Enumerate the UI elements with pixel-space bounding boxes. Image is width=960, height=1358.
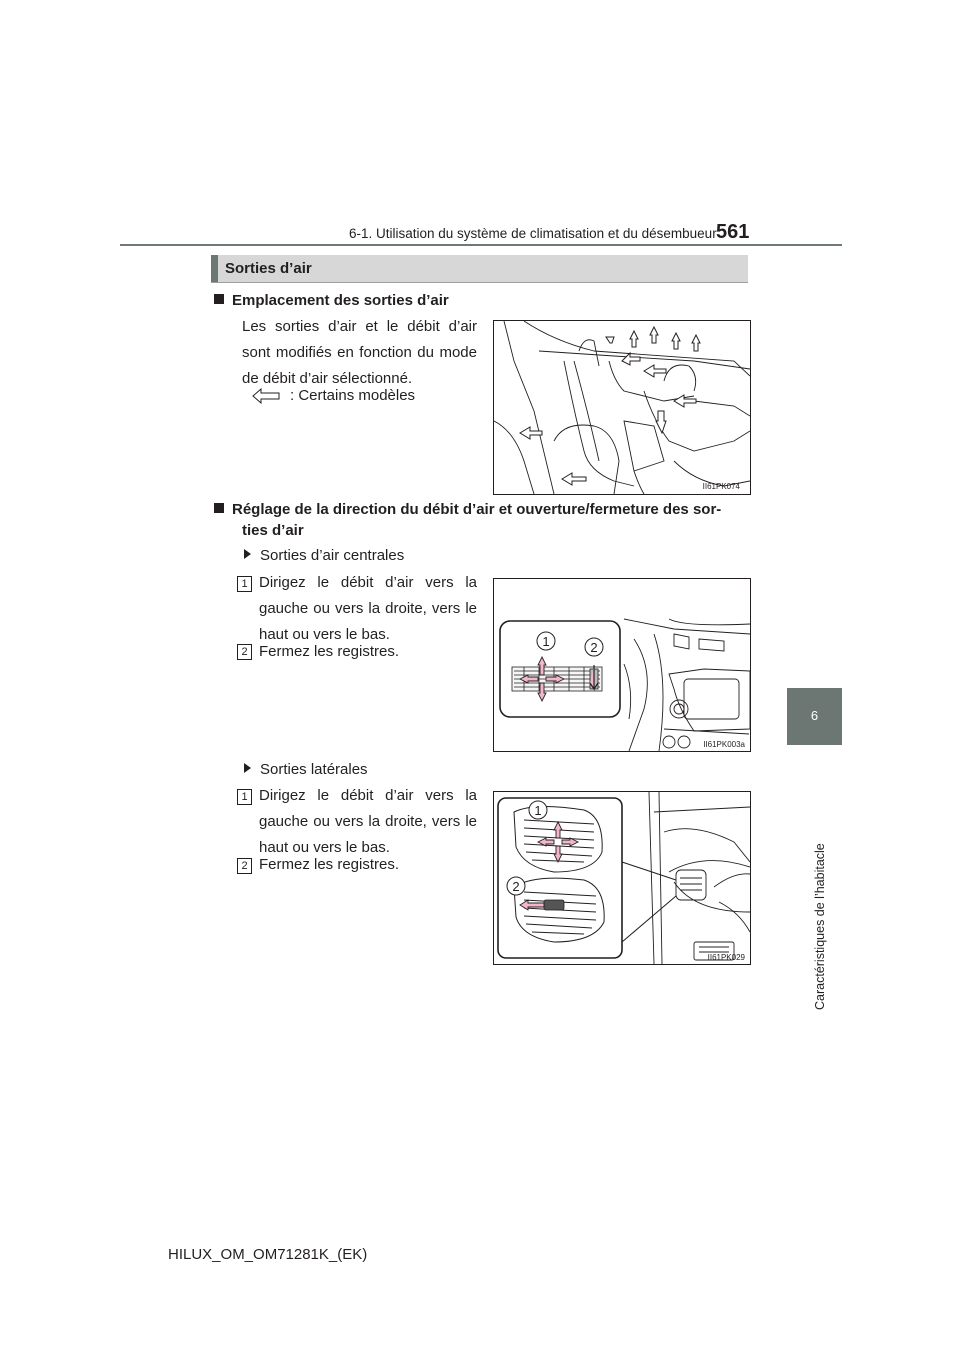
section-header xyxy=(211,255,748,283)
outline-arrow-icon xyxy=(252,388,280,404)
side-outlets-figure xyxy=(493,791,751,965)
side-outlets-label xyxy=(244,757,368,783)
header-divider xyxy=(120,244,842,246)
adjust-heading-line2: ties d’air xyxy=(242,522,304,539)
central-outlets-figure xyxy=(493,578,751,752)
location-paragraph: Les sorties d’air et le débit d’air sont modifiés en fonction du mode de débit d’air sélectionné. xyxy=(242,318,477,387)
side-step2-text: Fermez les registres. xyxy=(259,856,400,873)
triangle-bullet-icon xyxy=(244,549,251,559)
section-accent xyxy=(211,255,218,282)
legend-text: : Certains modèles xyxy=(290,387,416,404)
callout-1: 1 xyxy=(542,634,550,649)
location-heading xyxy=(214,292,449,309)
side-vents-illustration xyxy=(494,792,750,964)
location-heading-text: Emplacement des sorties d’air xyxy=(232,292,449,309)
chapter-side-label: Caractéristiques de l’habitacle xyxy=(813,843,827,1010)
central-vents-illustration xyxy=(494,579,750,751)
adjust-heading-line1: Réglage de la direction du débit d’air et ouverture/fermeture des sor- xyxy=(232,501,722,518)
central-outlets-label xyxy=(244,543,404,569)
step-number-1: 1 xyxy=(237,789,252,805)
callout-1: 1 xyxy=(534,803,542,818)
chapter-title: 6-1. Utilisation du système de climatisation et du désembueur xyxy=(349,226,717,241)
callout-2: 2 xyxy=(590,640,598,655)
callout-2: 2 xyxy=(512,879,520,894)
car-interior-illustration xyxy=(494,321,750,494)
central-step1-text: Dirigez le débit d’air vers la gauche ou vers la droite, vers le haut ou vers le bas. xyxy=(259,574,477,643)
section-title: Sorties d’air xyxy=(225,260,312,277)
adjust-heading xyxy=(214,501,721,518)
square-bullet-icon xyxy=(214,503,224,513)
central-outlets-label-text: Sorties d’air centrales xyxy=(260,547,405,564)
side-outlets-label-text: Sorties latérales xyxy=(260,761,368,778)
document-code: HILUX_OM_OM71281K_(EK) xyxy=(168,1246,368,1263)
legend-row xyxy=(252,386,482,406)
step-number-2: 2 xyxy=(237,858,252,874)
page-number: 561 xyxy=(716,221,750,243)
chapter-tab xyxy=(787,688,842,745)
side-step1-text: Dirigez le débit d’air vers la gauche ou vers la droite, vers le haut ou vers le bas. xyxy=(259,787,477,856)
figure2-code: II61PK003a xyxy=(703,740,745,749)
central-step2-text: Fermez les registres. xyxy=(259,643,400,660)
triangle-bullet-icon xyxy=(244,763,251,773)
square-bullet-icon xyxy=(214,294,224,304)
step-number-1: 1 xyxy=(237,576,252,592)
figure1-code: II61PK074 xyxy=(702,482,740,491)
air-outlets-location-figure xyxy=(493,320,751,495)
chapter-tab-number: 6 xyxy=(810,708,819,723)
figure3-code: II61PK029 xyxy=(707,953,745,962)
step-number-2: 2 xyxy=(237,644,252,660)
